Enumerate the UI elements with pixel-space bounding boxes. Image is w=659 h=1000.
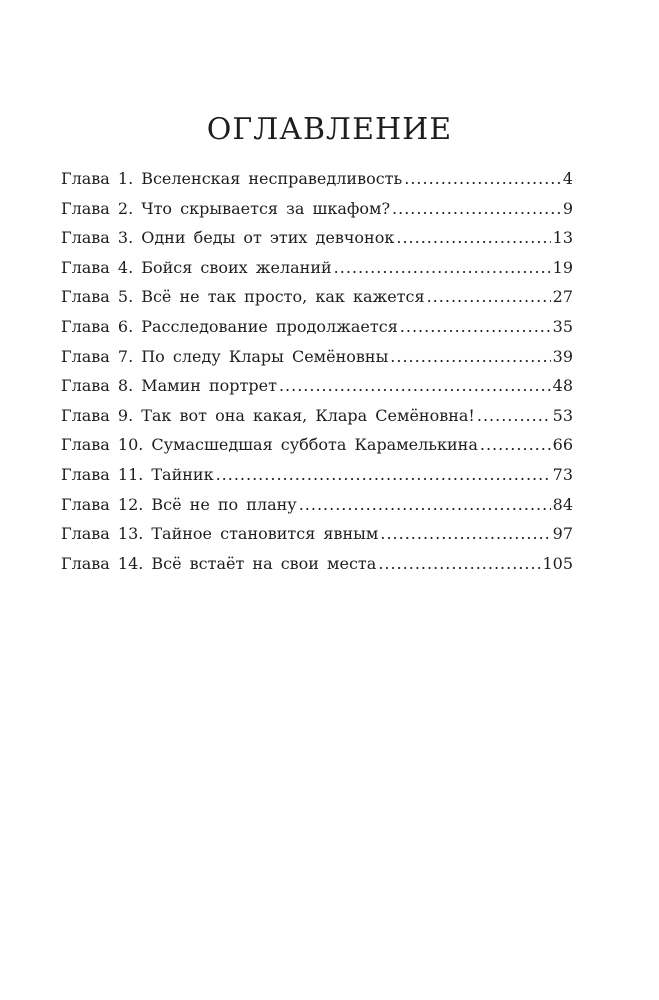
toc-entry — [61, 430, 573, 460]
dot-leader — [427, 282, 551, 312]
page-title: ОГЛАВЛЕНИЕ — [206, 112, 453, 147]
chapter-title: Всё не так просто, как кажется — [141, 287, 425, 307]
chapter-label: Глава 5. — [61, 287, 134, 307]
chapter-title: Всё встаёт на свои места — [151, 553, 377, 573]
toc-entry — [61, 549, 573, 579]
toc-entry — [61, 164, 573, 194]
dot-leader — [299, 490, 551, 520]
dot-leader — [404, 164, 561, 194]
chapter-label: Глава 3. — [61, 228, 134, 248]
chapter-title: Всё не по плану — [151, 494, 297, 514]
page-number: 9 — [562, 198, 573, 218]
chapter-title: По следу Клары Семёновны — [141, 346, 389, 366]
chapter-label: Глава 9. — [61, 405, 134, 425]
chapter-title: Вселенская несправедливость — [141, 169, 403, 188]
dot-leader — [392, 194, 561, 224]
chapter-title: Сумасшедшая суббота Карамелькина — [151, 435, 478, 455]
dot-leader — [216, 460, 551, 490]
dot-leader — [396, 223, 550, 253]
chapter-title: Бойся своих желаний — [141, 257, 332, 277]
toc-entry — [61, 194, 573, 224]
page-number: 66 — [552, 435, 573, 455]
chapter-label: Глава 8. — [61, 376, 134, 396]
chapter-title: Что скрывается за шкафом? — [141, 198, 391, 218]
dot-leader — [390, 342, 550, 372]
toc-entry — [61, 490, 573, 520]
toc-entry — [61, 223, 573, 253]
chapter-title: Мамин портрет — [141, 376, 277, 396]
chapter-label: Глава 11. — [61, 464, 144, 484]
toc-entry — [61, 519, 573, 549]
dot-leader — [380, 519, 550, 549]
page-number: 84 — [552, 494, 573, 514]
toc-entry — [61, 342, 573, 372]
page-number: 27 — [552, 287, 573, 307]
chapter-label: Глава 10. — [61, 435, 144, 455]
chapter-title: Тайник — [151, 464, 214, 484]
chapter-label: Глава 14. — [61, 553, 144, 573]
chapter-label: Глава 6. — [61, 316, 134, 336]
chapter-label: Глава 1. — [61, 169, 134, 188]
page-number: 73 — [552, 464, 573, 484]
chapter-label: Глава 7. — [61, 346, 134, 366]
table-of-contents — [61, 164, 573, 578]
dot-leader — [378, 549, 540, 579]
dot-leader — [334, 253, 551, 283]
page-number: 19 — [552, 257, 573, 277]
dot-leader — [480, 430, 551, 460]
page-number: 13 — [552, 228, 573, 248]
page-number: 4 — [562, 169, 573, 188]
toc-entry — [61, 371, 573, 401]
page-number: 35 — [552, 316, 573, 336]
toc-entry — [61, 460, 573, 490]
dot-leader — [400, 312, 551, 342]
chapter-title: Тайное становится явным — [151, 524, 379, 544]
chapter-label: Глава 12. — [61, 494, 144, 514]
toc-entry — [61, 312, 573, 342]
page-number: 48 — [552, 376, 573, 396]
chapter-title: Так вот она какая, Клара Семёновна! — [141, 405, 475, 425]
page-number: 53 — [552, 405, 573, 425]
chapter-label: Глава 13. — [61, 524, 144, 544]
toc-entry — [61, 253, 573, 283]
dot-leader — [279, 371, 551, 401]
page-number: 105 — [542, 553, 573, 573]
chapter-title: Расследование продолжается — [141, 316, 398, 336]
chapter-label: Глава 4. — [61, 257, 134, 277]
page-number: 97 — [552, 524, 573, 544]
chapter-title: Одни беды от этих девчонок — [141, 228, 395, 248]
toc-entry — [61, 401, 573, 431]
chapter-label: Глава 2. — [61, 198, 134, 218]
dot-leader — [477, 401, 551, 431]
page-number: 39 — [552, 346, 573, 366]
toc-entry — [61, 282, 573, 312]
